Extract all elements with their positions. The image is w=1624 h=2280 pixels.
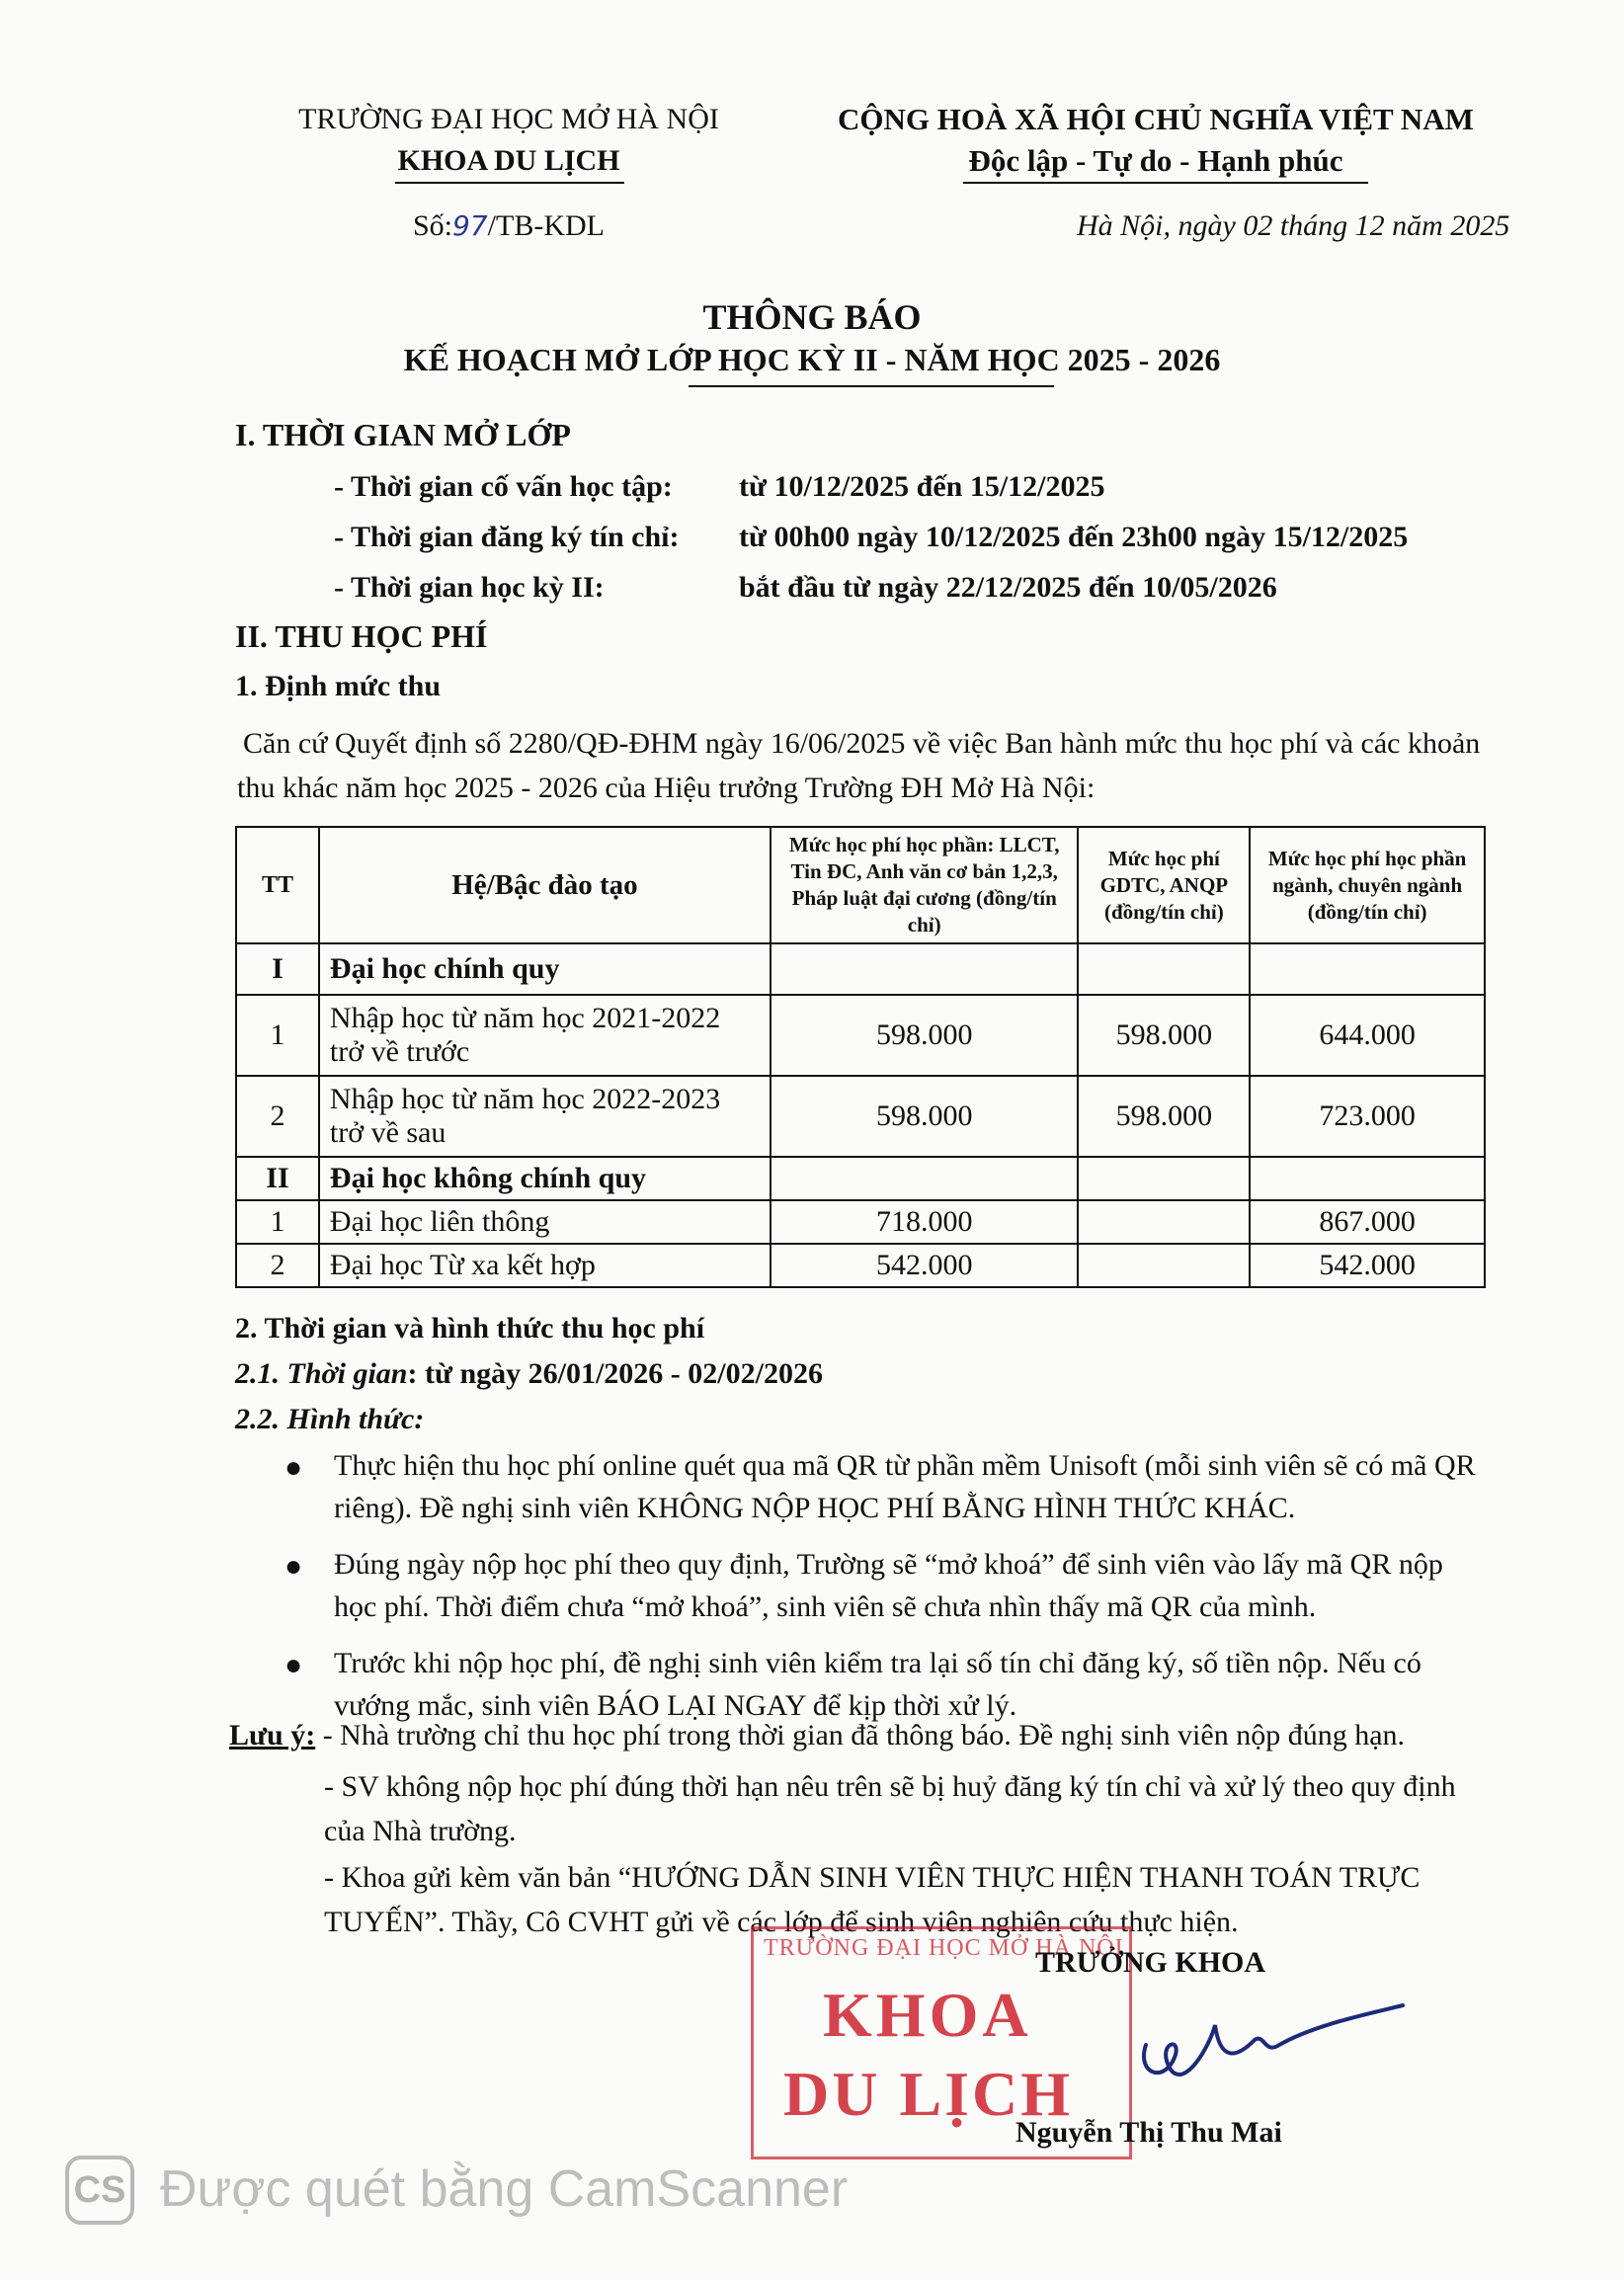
bullet-icon: ● xyxy=(284,1550,303,1583)
notice-title: THÔNG BÁO xyxy=(702,297,922,337)
table-group-row xyxy=(236,943,1485,995)
semester-period-value: bắt đầu từ ngày 22/12/2025 đến 10/05/2026 xyxy=(739,571,1277,604)
col-header-pe-defense-fee: Mức học phí GDTC, ANQP (đồng/tín chỉ) xyxy=(1078,827,1250,943)
fee-rate-heading: 1. Định mức thu xyxy=(235,670,442,702)
table-cell-empty xyxy=(1250,1157,1485,1200)
notice-subtitle: KẾ HOẠCH MỞ LỚP HỌC KỲ II - NĂM HỌC 2025 - 2026 xyxy=(403,342,1221,377)
payment-time-label: 2.1. Thời gian xyxy=(235,1357,408,1390)
table-cell-empty xyxy=(771,943,1078,995)
table-cell-empty xyxy=(771,1157,1078,1200)
note-text: - Khoa gửi kèm văn bản “HƯỚNG DẪN SINH VIÊN THỰC HIỆN THANH TOÁN TRỰC TUYẾN”. Thầy, Cô CVHT gửi về các lớp để sinh viên nghiên cứu thực hiện. xyxy=(324,1861,1421,1938)
row-general-fee: 598.000 xyxy=(771,1076,1078,1157)
row-tt: 2 xyxy=(236,1244,319,1287)
camscanner-logo-icon: CS xyxy=(65,2156,134,2225)
document-number-suffix: /TB-KDL xyxy=(487,209,605,242)
table-row xyxy=(236,1200,1485,1244)
national-motto: Độc lập - Tự do - Hạnh phúc xyxy=(968,143,1343,178)
list-item xyxy=(235,1543,1490,1628)
table-group-row xyxy=(236,1157,1485,1200)
row-general-fee: 718.000 xyxy=(771,1200,1078,1244)
list-item xyxy=(235,1642,1490,1727)
group-tt: II xyxy=(236,1157,319,1200)
payment-method-list xyxy=(235,1444,1490,1741)
bullet-icon: ● xyxy=(284,1649,303,1681)
payment-heading: 2. Thời gian và hình thức thu học phí xyxy=(235,1312,705,1344)
row-major-fee: 542.000 xyxy=(1250,1244,1485,1287)
payment-method-item: Thực hiện thu học phí online quét qua mã QR từ phần mềm Unisoft (mỗi sinh viên sẽ có mã QR riêng). Đề nghị sinh viên KHÔNG NỘP HỌC PHÍ BẰNG HÌNH THỨC KHÁC. xyxy=(334,1449,1476,1524)
signature-icon xyxy=(1116,1986,1413,2104)
bullet-icon: ● xyxy=(284,1451,303,1484)
stamp-small-text: TRƯỜNG ĐẠI HỌC MỞ HÀ NỘI xyxy=(764,1935,1124,1961)
group-name: Đại học chính quy xyxy=(319,943,771,995)
col-header-major-fee: Mức học phí học phần ngành, chuyên ngành (đồng/tín chỉ) xyxy=(1250,827,1485,943)
document-number-prefix: Số: xyxy=(413,209,453,242)
advisory-period-value: từ 10/12/2025 đến 15/12/2025 xyxy=(739,470,1105,503)
notes-line-1 xyxy=(229,1719,1503,1752)
registration-period-value: từ 00h00 ngày 10/12/2025 đến 23h00 ngày 15/12/2025 xyxy=(739,521,1409,553)
table-cell-empty xyxy=(1078,1157,1250,1200)
table-header-row xyxy=(236,827,1485,943)
table-cell-empty xyxy=(1078,943,1250,995)
row-major-fee: 867.000 xyxy=(1250,1200,1485,1244)
country-name: CỘNG HOÀ XÃ HỘI CHỦ NGHĨA VIỆT NAM xyxy=(838,102,1474,136)
row-pe-defense-fee xyxy=(1078,1200,1250,1244)
document-date: Hà Nội, ngày 02 tháng 12 năm 2025 xyxy=(1077,209,1510,242)
decision-intro: Căn cứ Quyết định số 2280/QĐ-ĐHM ngày 16/06/2025 về việc Ban hành mức thu học phí và các khoản thu khác năm học 2025 - 2026 của Hiệu trưởng Trường ĐH Mở Hà Nội: xyxy=(237,727,1481,804)
notes-label: Lưu ý: xyxy=(229,1719,316,1751)
row-tt: 1 xyxy=(236,995,319,1076)
table-row xyxy=(236,1076,1485,1157)
row-tt: 2 xyxy=(236,1076,319,1157)
row-general-fee: 542.000 xyxy=(771,1244,1078,1287)
semester-period-label: - Thời gian học kỳ II: xyxy=(334,571,605,604)
section-2-heading: II. THU HỌC PHÍ xyxy=(235,618,488,654)
table-cell-empty xyxy=(1250,943,1485,995)
note-text: - Nhà trường chỉ thu học phí trong thời gian đã thông báo. Đề nghị sinh viên nộp đúng hạn. xyxy=(322,1719,1406,1751)
payment-method-item: Đúng ngày nộp học phí theo quy định, Trường sẽ “mở khoá” để sinh viên vào lấy mã QR nộp học phí. Thời điểm chưa “mở khoá”, sinh viên sẽ chưa nhìn thấy mã QR của mình. xyxy=(334,1548,1443,1623)
payment-time xyxy=(235,1357,823,1391)
list-item xyxy=(235,1444,1490,1529)
advisory-period-label: - Thời gian cố vấn học tập: xyxy=(334,470,673,503)
row-tt: 1 xyxy=(236,1200,319,1244)
row-program: Nhập học từ năm học 2022-2023 trở về sau xyxy=(319,1076,771,1157)
signer-title: TRƯỞNG KHOA xyxy=(1035,1946,1266,1979)
faculty-underline xyxy=(395,182,624,184)
row-pe-defense-fee: 598.000 xyxy=(1078,995,1250,1076)
faculty-name: KHOA DU LỊCH xyxy=(397,144,620,177)
payment-method-item: Trước khi nộp học phí, đề nghị sinh viên kiểm tra lại số tín chỉ đăng ký, số tiền nộp. Nếu có vướng mắc, sinh viên BÁO LẠI NGAY để kịp thời xử lý. xyxy=(334,1647,1421,1722)
payment-method-heading: 2.2. Hình thức: xyxy=(235,1403,425,1435)
col-header-general-fee: Mức học phí học phần: LLCT, Tin ĐC, Anh văn cơ bản 1,2,3, Pháp luật đại cương (đồng/tín chỉ) xyxy=(771,827,1078,943)
document-number xyxy=(413,209,605,243)
row-general-fee: 598.000 xyxy=(771,995,1078,1076)
col-header-program: Hệ/Bậc đào tạo xyxy=(319,827,771,943)
section-1-heading: I. THỜI GIAN MỞ LỚP xyxy=(235,417,571,452)
note-text: - SV không nộp học phí đúng thời hạn nêu trên sẽ bị huỷ đăng ký tín chỉ và xử lý theo quy định của Nhà trường. xyxy=(324,1770,1456,1847)
motto-underline xyxy=(963,182,1368,184)
group-tt: I xyxy=(236,943,319,995)
fee-table xyxy=(235,826,1486,1288)
row-pe-defense-fee xyxy=(1078,1244,1250,1287)
row-program: Nhập học từ năm học 2021-2022 trở về trước xyxy=(319,995,771,1076)
subtitle-underline xyxy=(689,385,1054,387)
document-number-handwritten: 97 xyxy=(452,209,488,242)
row-program: Đại học liên thông xyxy=(319,1200,771,1244)
row-program: Đại học Từ xa kết hợp xyxy=(319,1244,771,1287)
row-pe-defense-fee: 598.000 xyxy=(1078,1076,1250,1157)
stamp-line-2: DU LỊCH xyxy=(783,2059,1074,2129)
table-row xyxy=(236,1244,1485,1287)
stamp-line-1: KHOA xyxy=(823,1980,1032,2050)
row-major-fee: 644.000 xyxy=(1250,995,1485,1076)
col-header-tt: TT xyxy=(236,827,319,943)
row-major-fee: 723.000 xyxy=(1250,1076,1485,1157)
group-name: Đại học không chính quy xyxy=(319,1157,771,1200)
camscanner-watermark: Được quét bằng CamScanner xyxy=(160,2160,849,2218)
payment-time-value: : từ ngày 26/01/2026 - 02/02/2026 xyxy=(407,1357,823,1390)
registration-period-label: - Thời gian đăng ký tín chỉ: xyxy=(334,521,680,553)
signer-name: Nguyễn Thị Thu Mai xyxy=(1015,2116,1282,2149)
table-row xyxy=(236,995,1485,1076)
university-name: TRƯỜNG ĐẠI HỌC MỞ HÀ NỘI xyxy=(298,103,719,135)
